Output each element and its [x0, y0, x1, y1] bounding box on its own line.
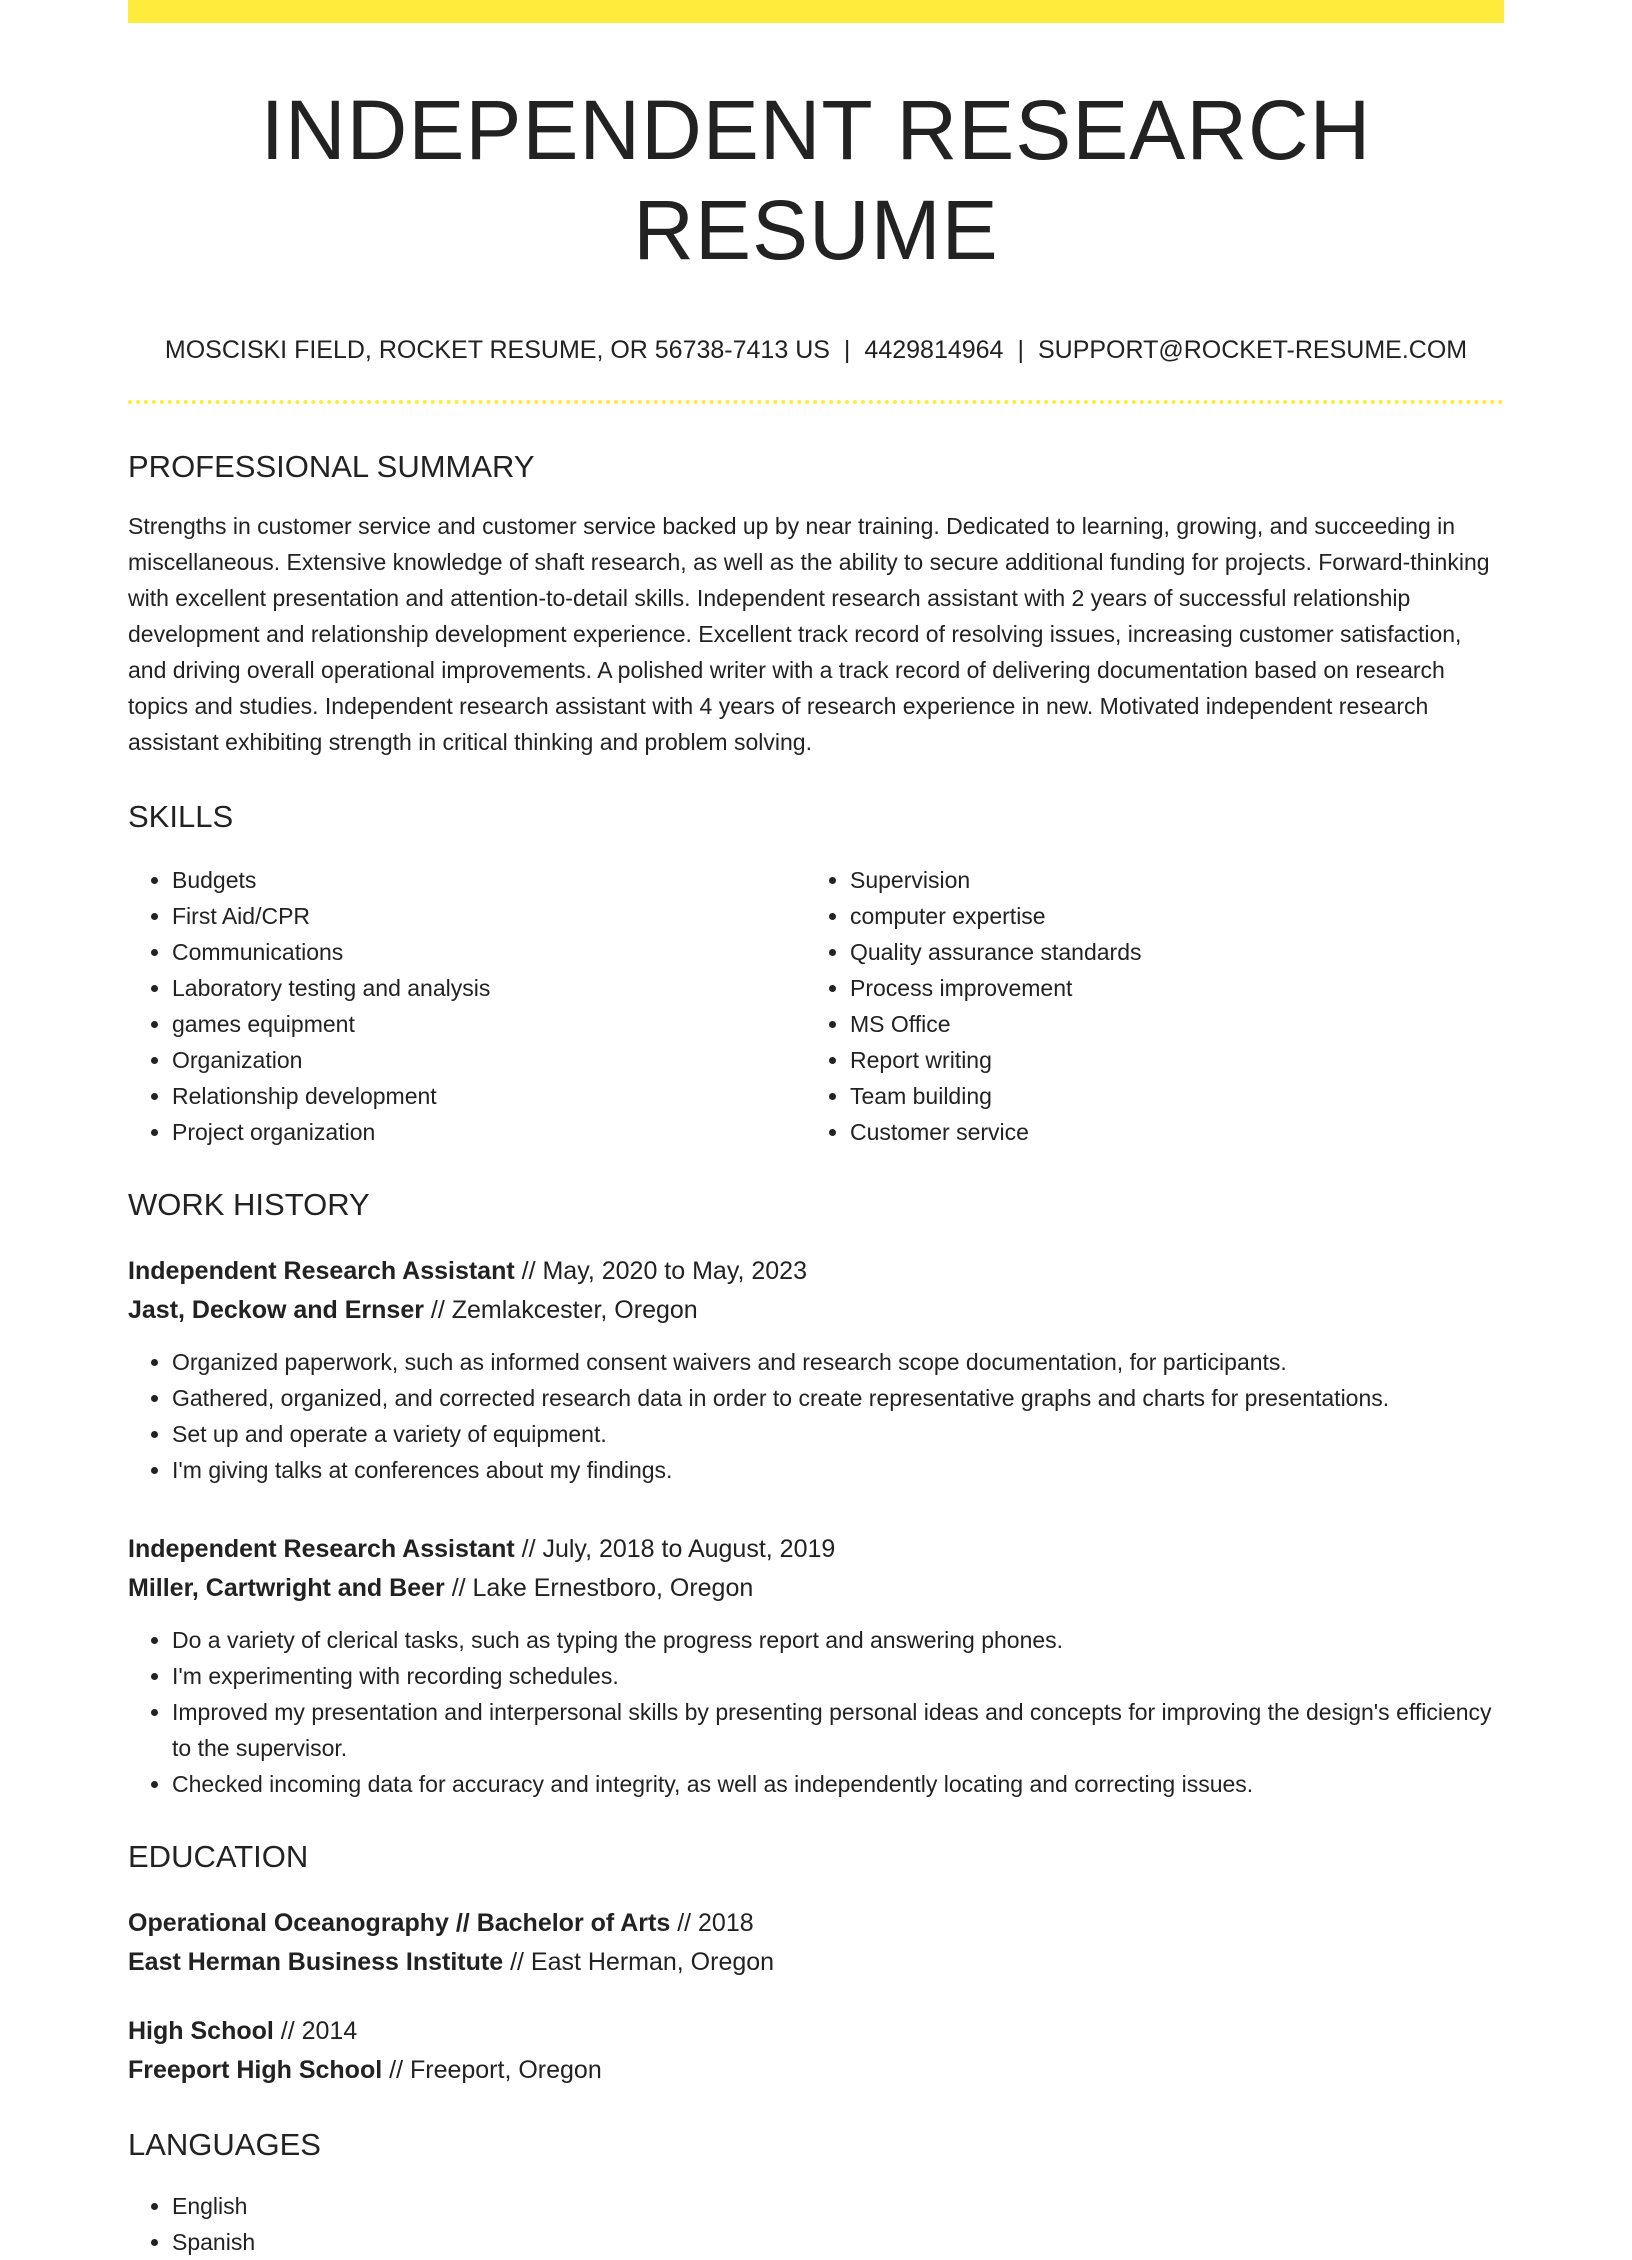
- contact-address: MOSCISKI FIELD, ROCKET RESUME, OR 56738-7413 US: [164, 336, 830, 364]
- accent-top-bar: [128, 0, 1504, 23]
- duty-item: • Set up and operate a variety of equipment.: [172, 1416, 1504, 1452]
- dotted-divider: [128, 400, 1504, 404]
- education-school: Freeport High School: [128, 2056, 383, 2084]
- education-location: // East Herman, Oregon: [503, 1948, 775, 1976]
- job-company: Miller, Cartwright and Beer: [128, 1574, 445, 1602]
- job-title-line: [128, 1252, 1504, 1291]
- duty-item: • I'm experimenting with recording schedules.: [172, 1658, 1504, 1694]
- education-degree-line: [128, 1904, 1504, 1943]
- education-year: // 2014: [273, 2017, 358, 2045]
- job-company: Jast, Deckow and Ernser: [128, 1296, 424, 1324]
- education-school-line: [128, 2051, 1504, 2090]
- skill-item: • Customer service: [850, 1114, 1484, 1150]
- duty-item: • I'm giving talks at conferences about my findings.: [172, 1452, 1504, 1488]
- skill-item: • First Aid/CPR: [172, 898, 806, 934]
- job-duties: [128, 1344, 1504, 1488]
- skills-right-list: [806, 862, 1484, 1150]
- job-dates: // July, 2018 to August, 2019: [514, 1535, 836, 1563]
- contact-line: [128, 334, 1504, 366]
- work-heading: WORK HISTORY: [128, 1187, 370, 1222]
- contact-phone: 4429814964: [864, 336, 1004, 364]
- skill-item: • Communications: [172, 934, 806, 970]
- education-school-line: [128, 1943, 1504, 1982]
- skill-item: • Team building: [850, 1078, 1484, 1114]
- job-title-line: [128, 1530, 1504, 1569]
- education-entry: [128, 2012, 1504, 2090]
- skill-item: • Organization: [172, 1042, 806, 1078]
- education-school: East Herman Business Institute: [128, 1948, 504, 1976]
- education-year: // 2018: [670, 1909, 754, 1937]
- job-role: Independent Research Assistant: [128, 1535, 515, 1563]
- contact-separator: |: [843, 336, 851, 364]
- job-location: // Lake Ernestboro, Oregon: [444, 1574, 754, 1602]
- skill-item: • Process improvement: [850, 970, 1484, 1006]
- education-degree-line: [128, 2012, 1504, 2051]
- job-company-line: [128, 1569, 1504, 1608]
- skill-item: • Budgets: [172, 862, 806, 898]
- resume-content: [128, 80, 1504, 2260]
- languages-heading: LANGUAGES: [128, 2127, 321, 2162]
- job-entry: [128, 1530, 1504, 1802]
- duty-item: • Organized paperwork, such as informed consent waivers and research scope documentation, for participants.: [172, 1344, 1504, 1380]
- job-entry: [128, 1252, 1504, 1488]
- job-company-line: [128, 1291, 1504, 1330]
- duty-item: • Checked incoming data for accuracy and integrity, as well as independently locating and correcting issues.: [172, 1766, 1504, 1802]
- languages-list: [128, 2188, 1504, 2260]
- skills-left-list: [128, 862, 806, 1150]
- duty-item: • Do a variety of clerical tasks, such as typing the progress report and answering phones.: [172, 1622, 1504, 1658]
- resume-title: INDEPENDENT RESEARCH RESUME: [260, 83, 1372, 277]
- language-item: • Spanish: [172, 2224, 1504, 2260]
- skill-item: • Report writing: [850, 1042, 1484, 1078]
- duty-item: • Gathered, organized, and corrected research data in order to create representative graphs and charts for presentations.: [172, 1380, 1504, 1416]
- skill-item: • Supervision: [850, 862, 1484, 898]
- education-location: // Freeport, Oregon: [382, 2056, 602, 2084]
- skills-columns: [128, 862, 1504, 1150]
- skill-item: • Relationship development: [172, 1078, 806, 1114]
- education-degree: Operational Oceanography // Bachelor of Arts: [128, 1909, 671, 1937]
- summary-text: Strengths in customer service and customer service backed up by near training. Dedicated to learning, growing, and succeeding in miscellaneous. Extensive knowledge of shaft research, as well as the ability to secure additional funding for projects. Forward-thinking with excellent presentation and attention-to-detail skills. Independent research assistant with 2 years of successful relationship development and relationship development experience. Excellent track record of resolving issues, increasing customer satisfaction, and driving overall operational improvements. A polished writer with a track record of delivering documentation based on research topics and studies. Independent research assistant with 4 years of research experience in new. Motivated independent research assistant exhibiting strength in critical thinking and problem solving.: [128, 513, 1490, 755]
- contact-email: SUPPORT@ROCKET-RESUME.COM: [1037, 336, 1468, 364]
- skill-item: • MS Office: [850, 1006, 1484, 1042]
- summary-heading: PROFESSIONAL SUMMARY: [128, 449, 535, 484]
- skill-item: • Project organization: [172, 1114, 806, 1150]
- skill-item: • computer expertise: [850, 898, 1484, 934]
- skill-item: • Laboratory testing and analysis: [172, 970, 806, 1006]
- language-item: • English: [172, 2188, 1504, 2224]
- education-heading: EDUCATION: [128, 1839, 309, 1874]
- education-degree: High School: [128, 2017, 274, 2045]
- job-duties: [128, 1622, 1504, 1802]
- skill-item: • Quality assurance standards: [850, 934, 1484, 970]
- contact-separator: |: [1017, 336, 1024, 364]
- job-role: Independent Research Assistant: [128, 1257, 515, 1285]
- job-location: // Zemlakcester, Oregon: [423, 1296, 698, 1324]
- education-entry: [128, 1904, 1504, 1982]
- skills-heading: SKILLS: [128, 799, 234, 834]
- skill-item: • games equipment: [172, 1006, 806, 1042]
- job-dates: // May, 2020 to May, 2023: [514, 1257, 807, 1285]
- duty-item: • Improved my presentation and interpersonal skills by presenting personal ideas and concepts for improving the design's efficiency to the supervisor.: [172, 1694, 1504, 1766]
